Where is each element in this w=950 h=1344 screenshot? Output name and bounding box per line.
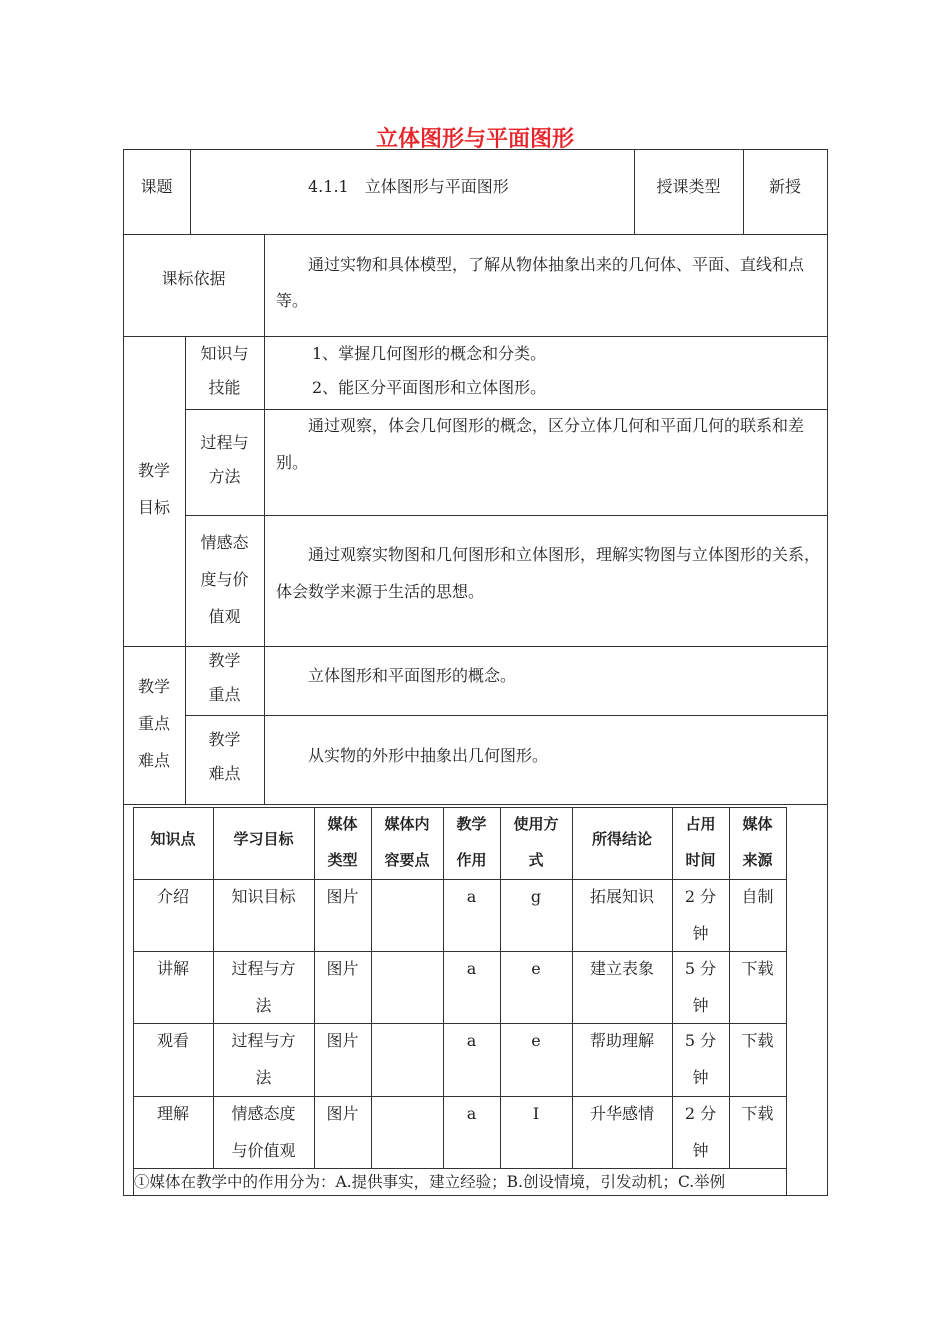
difficult-text: 从实物的外形中抽象出几何图形。 [308, 746, 549, 765]
media-table-header: 占用 时间 [685, 815, 716, 869]
key-label: 教学 重点 [208, 651, 241, 704]
list-item: 2、能区分平面图形和立体图形。 [312, 378, 547, 397]
basis-text: 通过实物和具体模型，了解从物体抽象出来的几何体、平面、直线和点等。 [276, 255, 805, 310]
goals-label: 教学 目标 [137, 461, 170, 517]
knowledge-label: 知识与 技能 [200, 344, 249, 397]
media-table-header: 所得结论 [591, 830, 652, 848]
process-label: 过程与 方法 [200, 433, 249, 486]
key-text: 立体图形和平面图形的概念。 [308, 666, 517, 685]
media-footnote: ①媒体在教学中的作用分为：A.提供事实，建立经验；B.创设情境，引发动机；C.举例 [134, 1173, 726, 1191]
basis-label: 课标依据 [161, 269, 226, 288]
media-table-header: 教学 作用 [456, 815, 487, 869]
difficult-label: 教学 难点 [208, 730, 241, 783]
media-table-header: 知识点 [150, 830, 196, 848]
subject-value: 4.1.1 立体图形与平面图形 [308, 177, 509, 196]
knowledge-items [312, 337, 546, 405]
subject-label: 课题 [140, 177, 173, 196]
emotion-label: 情感态 度与价 值观 [200, 533, 249, 626]
emotion-text: 通过观察实物图和几何图形和立体图形，理解实物图与立体图形的关系，体会数学来源于生活的思想。 [276, 545, 821, 601]
media-table-header: 使用方 式 [513, 815, 559, 869]
media-table-header: 媒体 类型 [327, 815, 358, 869]
media-table-header: 学习目标 [233, 830, 294, 848]
list-item: 1、掌握几何图形的概念和分类。 [312, 344, 547, 363]
lesson-type-label: 授课类型 [656, 177, 721, 196]
page-title: 立体图形与平面图形 [375, 127, 574, 152]
process-text: 通过观察，体会几何图形的概念，区分立体几何和平面几何的联系和差别。 [276, 416, 805, 472]
media-table-header: 媒体内 容要点 [384, 815, 430, 869]
media-table-header: 媒体 来源 [742, 815, 773, 869]
keypoints-label: 教学 重点 难点 [137, 677, 170, 770]
lesson-type-value: 新授 [768, 177, 801, 196]
